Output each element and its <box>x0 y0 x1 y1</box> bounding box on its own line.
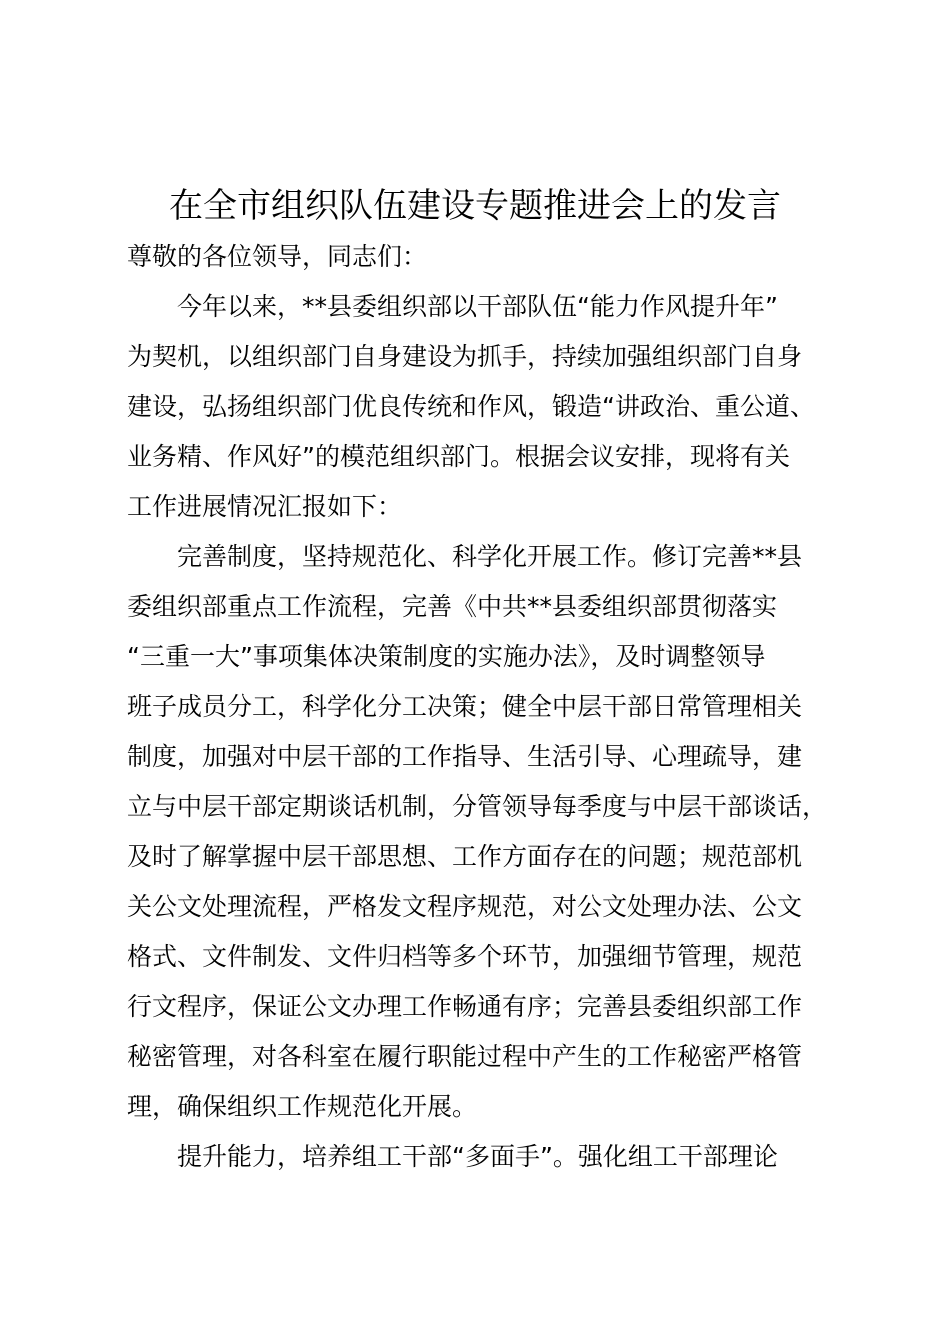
paragraph-line: 秘密管理，对各科室在履行职能过程中产生的工作秘密严格管 <box>127 1042 803 1071</box>
paragraph-3 <box>127 1132 837 1182</box>
paragraph-line: 工作进展情况汇报如下： <box>127 492 403 521</box>
salutation: 尊敬的各位领导，同志们： <box>127 242 428 271</box>
paragraph-line: 格式、文件制发、文件归档等多个环节，加强细节管理，规范 <box>127 942 803 971</box>
paragraph-line: 完善制度，坚持规范化、科学化开展工作。修订完善**县 <box>177 542 803 571</box>
paragraph-1 <box>127 282 837 532</box>
paragraph-line: 今年以来，**县委组织部以干部队伍“能力作风提升年” <box>177 292 778 321</box>
paragraph-line: 立与中层干部定期谈话机制，分管领导每季度与中层干部谈话， <box>127 792 828 821</box>
paragraph-line: 班子成员分工，科学化分工决策；健全中层干部日常管理相关 <box>127 692 803 721</box>
paragraph-line: 制度，加强对中层干部的工作指导、生活引导、心理疏导，建 <box>127 742 803 771</box>
paragraph-line: 为契机，以组织部门自身建设为抓手，持续加强组织部门自身 <box>127 342 803 371</box>
document-title: 在全市组织队伍建设专题推进会上的发言 <box>169 186 781 226</box>
paragraph-line: 及时了解掌握中层干部思想、工作方面存在的问题；规范部机 <box>127 842 803 871</box>
paragraph-line: 提升能力，培养组工干部“多面手”。强化组工干部理论 <box>177 1142 778 1171</box>
paragraph-line: 行文程序，保证公文办理工作畅通有序；完善县委组织部工作 <box>127 992 803 1021</box>
paragraph-line: 理，确保组织工作规范化开展。 <box>127 1092 478 1121</box>
paragraph-line: 委组织部重点工作流程，完善《中共**县委组织部贯彻落实 <box>127 592 778 621</box>
paragraph-line: 业务精、作风好”的模范组织部门。根据会议安排，现将有关 <box>127 442 790 471</box>
paragraph-line: 关公文处理流程，严格发文程序规范，对公文处理办法、公文 <box>127 892 803 921</box>
document-body <box>127 232 837 1182</box>
paragraph-line: 建设，弘扬组织部门优良传统和作风，锻造“讲政治、重公道、 <box>127 392 815 421</box>
paragraph-2 <box>127 532 837 1132</box>
paragraph-line: “三重一大”事项集体决策制度的实施办法》，及时调整领导 <box>127 642 766 671</box>
